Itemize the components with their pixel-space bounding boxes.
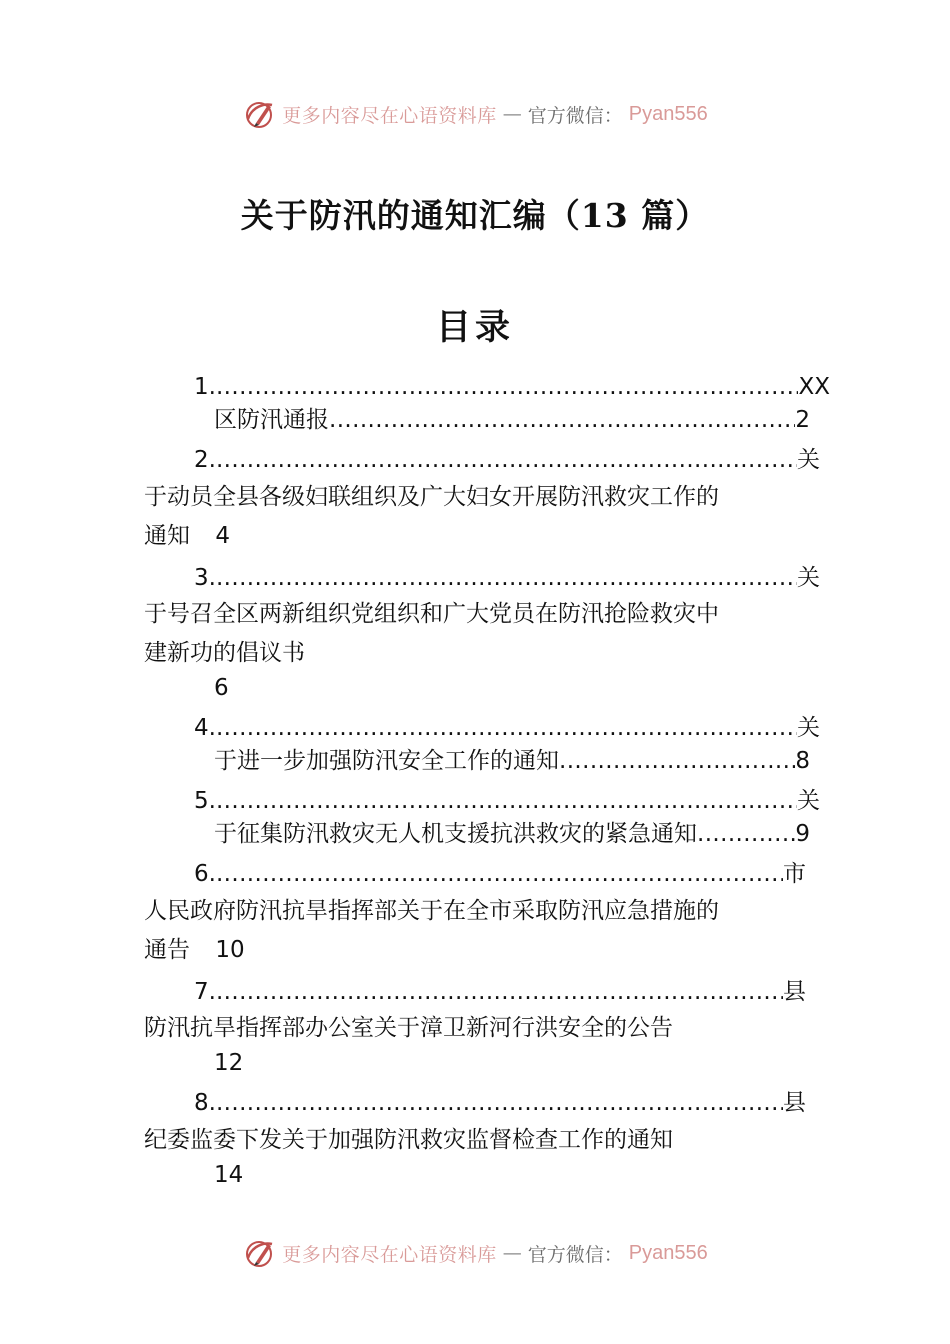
toc-entry-lead: XX: [798, 374, 830, 400]
toc-entry-3-page[interactable]: 6: [214, 675, 229, 701]
toc-entry-5-title[interactable]: [214, 817, 810, 849]
toc-entry-number: 3.: [194, 565, 216, 591]
toc-entry-2-tail[interactable]: [144, 521, 230, 551]
dot-leader: [216, 372, 799, 402]
watermark-header: [0, 94, 950, 134]
toc-entry-text: 于征集防汛救灾无人机支援抗洪救灾的紧急通知: [214, 821, 697, 847]
toc-heading: 目录: [435, 307, 514, 348]
toc-entry-8-line[interactable]: [194, 1086, 806, 1118]
watermark-separator: —: [502, 1242, 522, 1264]
toc-entry-7-title[interactable]: 防汛抗旱指挥部办公室关于漳卫新河行洪安全的公告: [144, 1015, 673, 1041]
dot-leader: [216, 1088, 783, 1118]
toc-entry-7-line[interactable]: [194, 975, 806, 1007]
watermark-wechat-id: Pyan556: [628, 1241, 708, 1264]
toc-entry-6-tail[interactable]: [144, 935, 245, 965]
toc-entry-3-title-cont[interactable]: 建新功的倡议书: [144, 640, 305, 666]
toc-entry-lead: 关: [797, 788, 820, 814]
toc-entry-7-page[interactable]: 12: [214, 1050, 244, 1076]
document-title: 关于防汛的通知汇编（13 篇）: [240, 196, 710, 235]
watermark-label: 官方微信：: [527, 104, 623, 127]
toc-entry-5-line[interactable]: [194, 784, 820, 816]
toc-entry-text: 于进一步加强防汛安全工作的通知: [214, 748, 559, 774]
dot-leader: [216, 859, 783, 889]
toc-entry-8-page[interactable]: 14: [214, 1162, 244, 1188]
toc-entry-page: 8: [795, 748, 810, 774]
toc-entry-4-line[interactable]: [194, 711, 820, 743]
toc-entry-page: 4: [215, 523, 230, 549]
toc-entry-lead: 关: [797, 447, 820, 473]
toc-entry-1-line[interactable]: [194, 370, 830, 402]
dot-leader: [216, 713, 797, 743]
toc-entry-4-title[interactable]: [214, 744, 810, 776]
toc-entry-text: 通告: [144, 937, 190, 963]
pen-logo-icon: [242, 1236, 276, 1270]
toc-entry-text: 通知: [144, 523, 190, 549]
dot-leader: [216, 445, 797, 475]
toc-entry-lead: 县: [783, 1090, 806, 1116]
toc-entry-number: 5.: [194, 788, 216, 814]
toc-entry-page: 9: [795, 821, 810, 847]
dot-leader: [216, 563, 797, 593]
toc-entry-lead: 关: [797, 565, 820, 591]
watermark-wechat-id: Pyan556: [628, 102, 708, 125]
toc-entry-text: 区防汛通报: [214, 407, 329, 433]
pen-logo-icon: [242, 97, 276, 131]
toc-entry-1-title[interactable]: [214, 403, 810, 435]
toc-entry-6-title[interactable]: 人民政府防汛抗旱指挥部关于在全市采取防汛应急措施的: [144, 898, 719, 924]
toc-entry-number: 2.: [194, 447, 216, 473]
toc-entry-lead: 县: [783, 979, 806, 1005]
watermark-brand: 更多内容尽在心语资料库: [282, 104, 497, 127]
watermark-footer: [0, 1233, 950, 1273]
dot-leader: [697, 819, 795, 849]
toc-entry-number: 7.: [194, 979, 216, 1005]
toc-entry-8-title[interactable]: 纪委监委下发关于加强防汛救灾监督检查工作的通知: [144, 1127, 673, 1153]
toc-entry-2-title[interactable]: 于动员全县各级妇联组织及广大妇女开展防汛救灾工作的: [144, 484, 719, 510]
toc-entry-number: 8.: [194, 1090, 216, 1116]
dot-leader: [216, 786, 797, 816]
toc-entry-3-line[interactable]: [194, 561, 820, 593]
toc-entry-3-title[interactable]: 于号召全区两新组织党组织和广大党员在防汛抢险救灾中: [144, 601, 719, 627]
toc-entry-6-line[interactable]: [194, 857, 806, 889]
watermark-separator: —: [502, 103, 522, 125]
dot-leader: [329, 405, 795, 435]
dot-leader: [559, 746, 795, 776]
toc-entry-lead: 关: [797, 715, 820, 741]
toc-entry-page: 10: [215, 937, 245, 963]
watermark-label: 官方微信：: [527, 1243, 623, 1266]
toc-entry-lead: 市: [783, 861, 806, 887]
watermark-brand: 更多内容尽在心语资料库: [282, 1243, 497, 1266]
toc-entry-page: 2: [795, 407, 810, 433]
toc-entry-number: 1.: [194, 374, 216, 400]
toc-entry-number: 6.: [194, 861, 216, 887]
toc-entry-number: 4.: [194, 715, 216, 741]
dot-leader: [216, 977, 783, 1007]
toc-entry-2-line[interactable]: [194, 443, 820, 475]
